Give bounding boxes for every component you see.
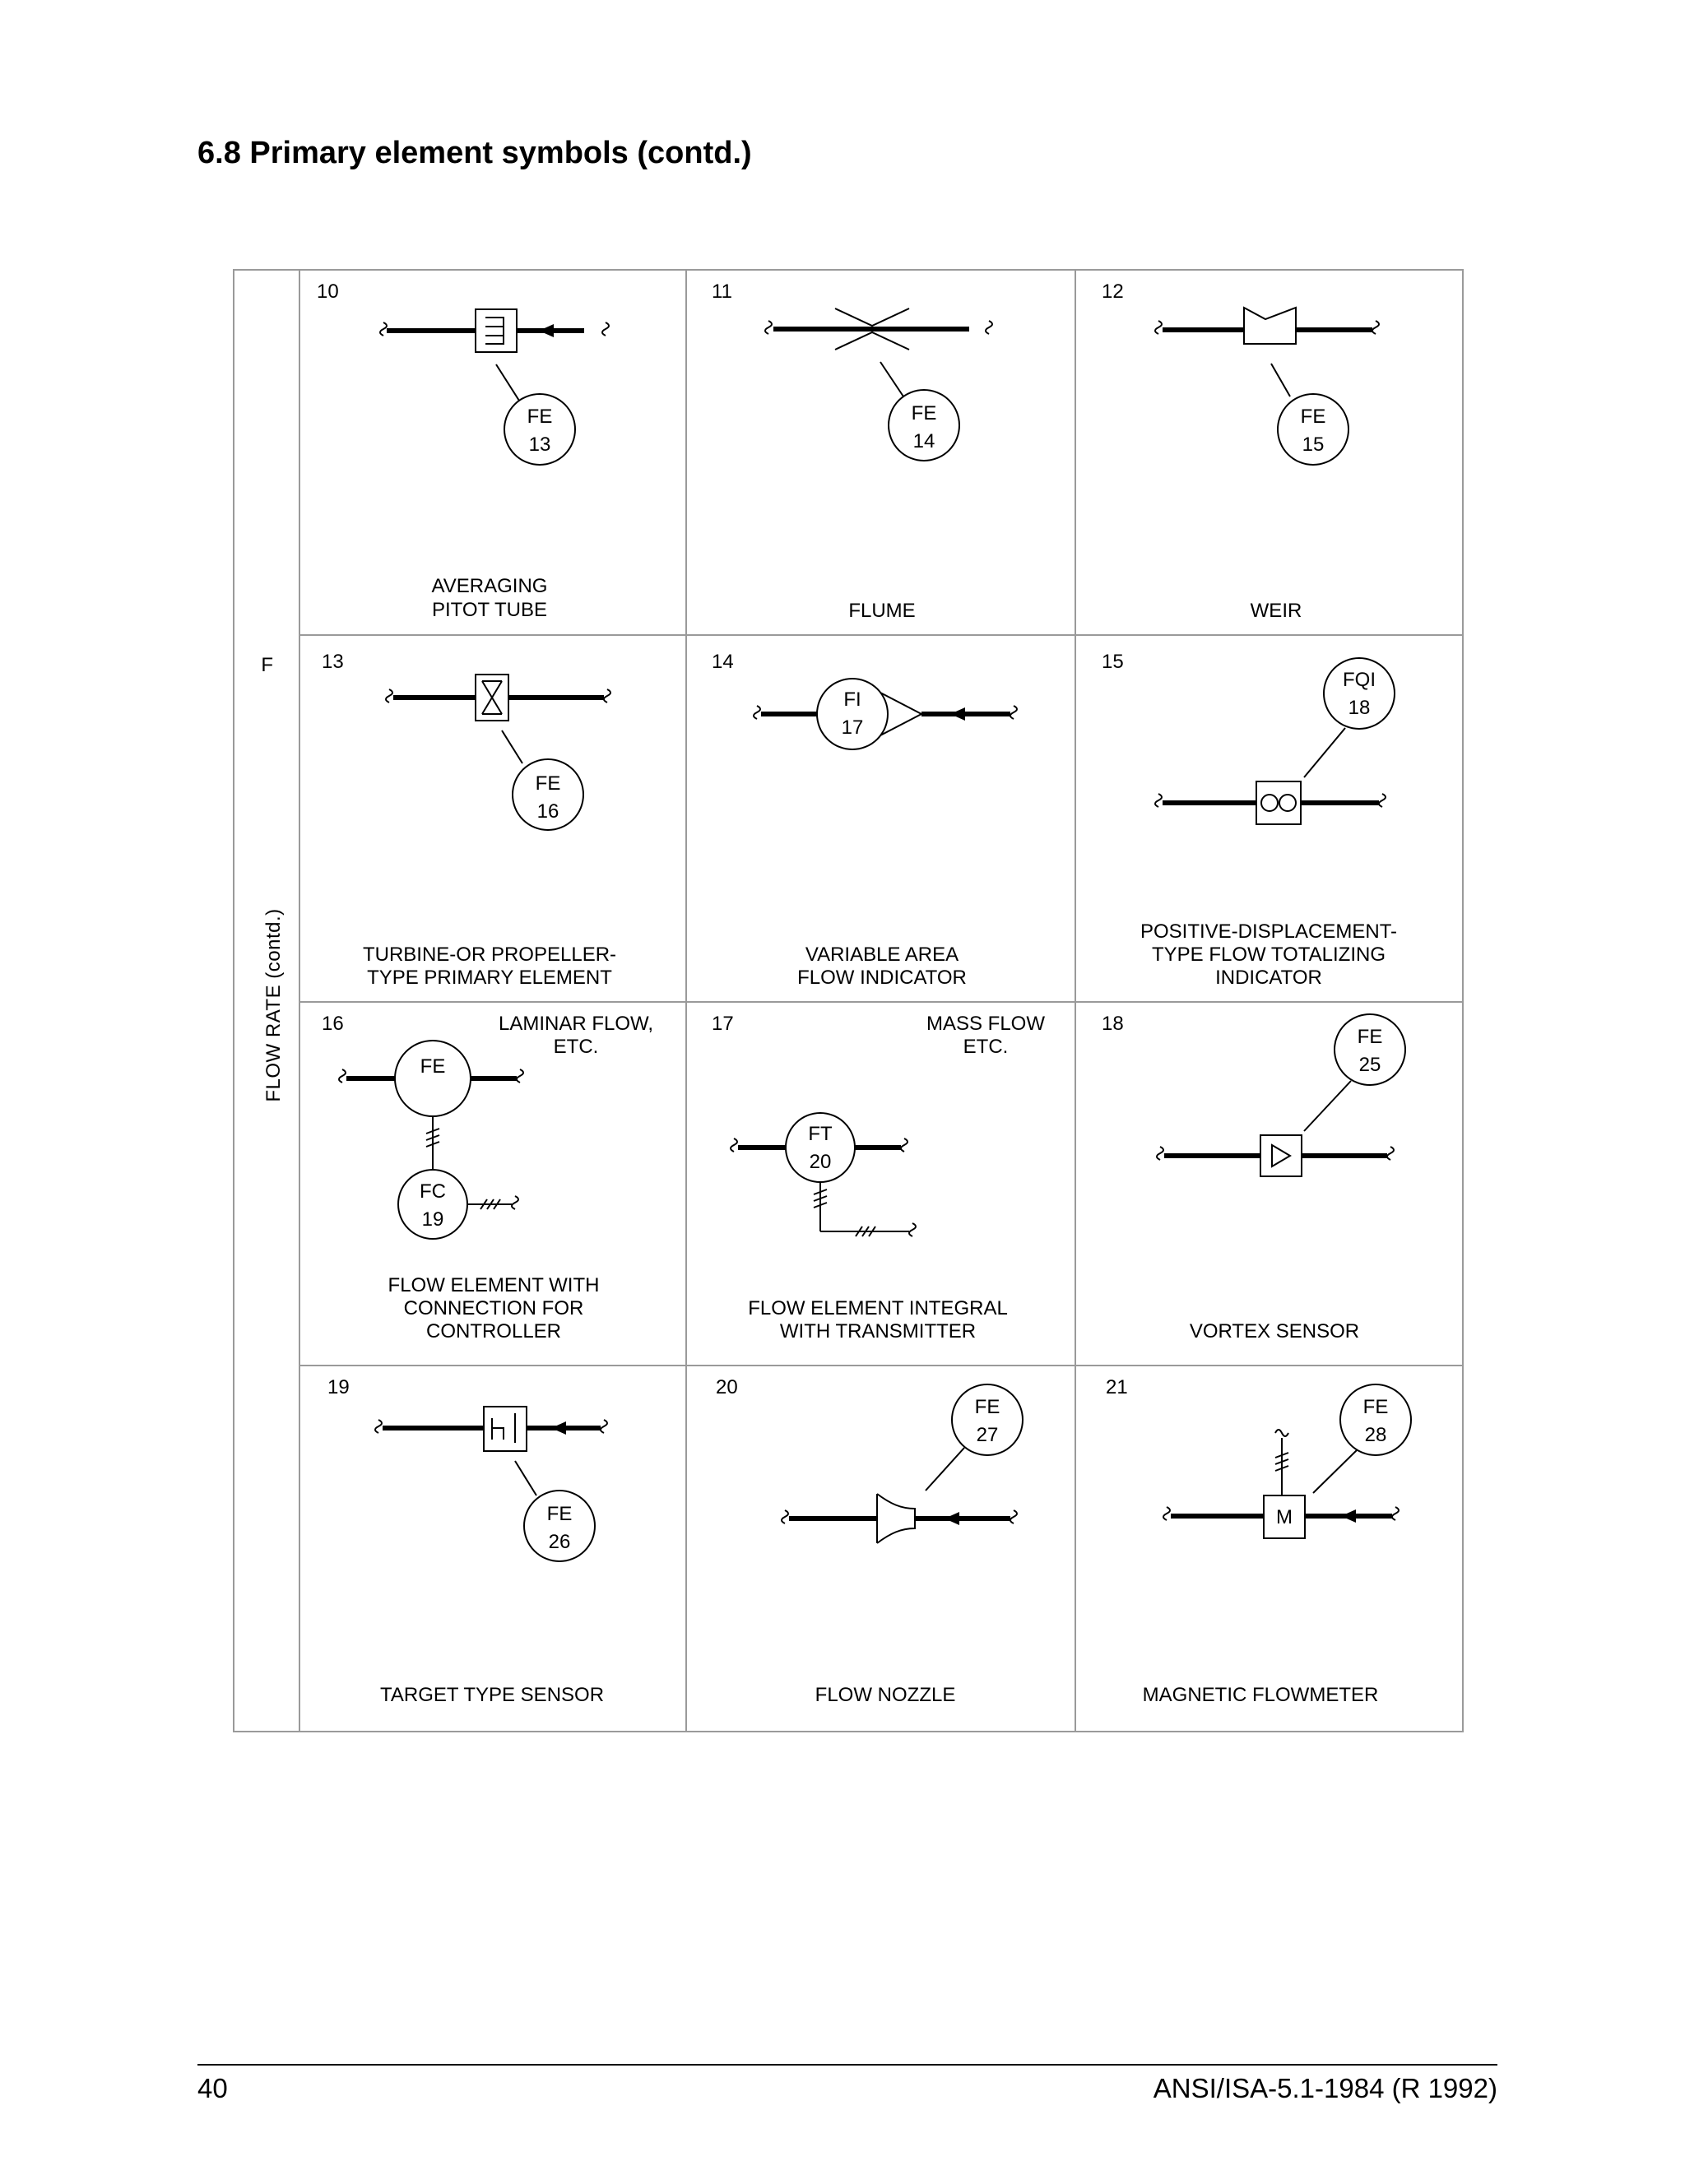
cell-number: 14 (712, 651, 734, 673)
bubble-tag: FE (911, 402, 937, 424)
cell-caption-line: TURBINE-OR PROPELLER- (362, 944, 617, 966)
bubble-tag: FI (843, 689, 861, 711)
bubble-tag: FE (1362, 1396, 1389, 1418)
cell-flume (712, 281, 992, 622)
cell-note-line: ETC. (553, 1036, 599, 1058)
cell-number: 13 (322, 651, 344, 673)
cell-caption-line: AVERAGING (431, 575, 548, 597)
cell-caption-line: FLOW INDICATOR (797, 967, 967, 989)
cell-caption-line: TARGET TYPE SENSOR (379, 1684, 605, 1706)
cell-number: 19 (327, 1376, 350, 1398)
bubble-loop: 26 (548, 1531, 571, 1553)
cell-note-line: LAMINAR FLOW, (498, 1013, 654, 1035)
cell-turbine-element (322, 651, 616, 989)
cell-number: 12 (1102, 281, 1124, 303)
cell-weir (1102, 281, 1379, 622)
cell-caption-line: INDICATOR (1215, 967, 1322, 989)
cell-number: 17 (712, 1013, 734, 1035)
pitot-tube-symbol (380, 309, 609, 465)
bubble-loop: 19 (421, 1208, 444, 1231)
page-number: 40 (197, 2073, 228, 2103)
cell-caption-line: VORTEX SENSOR (1189, 1320, 1360, 1342)
bubble-tag: FE (420, 1055, 446, 1078)
cell-number: 21 (1106, 1376, 1128, 1398)
category-letter: F (261, 654, 274, 676)
cell-caption-line: CONNECTION FOR (403, 1297, 584, 1319)
bubble-loop: 20 (809, 1151, 832, 1173)
cell-positive-displacement (1102, 651, 1397, 989)
weir-symbol (1155, 308, 1379, 465)
cell-flow-element-controller (322, 1013, 653, 1342)
bubble-loop: 13 (528, 434, 551, 456)
variable-area-symbol (754, 679, 1017, 749)
cell-note-line: MASS FLOW (926, 1013, 1046, 1035)
bubble-loop: 15 (1302, 434, 1325, 456)
cell-number: 11 (712, 281, 732, 303)
bubble-tag: FQI (1343, 669, 1376, 691)
turbine-symbol (386, 675, 610, 830)
cell-averaging-pitot-tube (317, 281, 609, 621)
bubble-tag: FE (1357, 1026, 1383, 1048)
cell-caption-line: POSITIVE-DISPLACEMENT- (1140, 920, 1398, 943)
bubble-loop: 27 (976, 1424, 999, 1446)
cell-caption-line: TYPE PRIMARY ELEMENT (367, 967, 612, 989)
bubble-tag: FE (974, 1396, 1000, 1418)
device-label: M (1276, 1506, 1293, 1528)
cell-caption-line: PITOT TUBE (431, 599, 548, 621)
bubble-loop: 28 (1364, 1424, 1387, 1446)
bubble-loop: 18 (1348, 697, 1371, 719)
bubble-loop: 25 (1358, 1054, 1381, 1076)
bubble-tag: FC (420, 1180, 446, 1203)
cell-flow-nozzle (716, 1376, 1023, 1706)
cell-note-line: ETC. (963, 1036, 1009, 1058)
bubble-loop: 17 (841, 716, 864, 739)
cell-target-sensor (327, 1376, 607, 1706)
footer-rule (197, 2064, 1497, 2066)
bubble-tag: FT (808, 1123, 833, 1145)
cell-number: 10 (317, 281, 339, 303)
cell-caption-line: FLOW ELEMENT WITH (388, 1274, 600, 1296)
cell-number: 16 (322, 1013, 344, 1035)
bubble-tag: FE (527, 406, 553, 428)
cell-flow-element-transmitter (712, 1013, 1045, 1342)
bubble-tag: FE (546, 1503, 573, 1525)
bubble-loop: 16 (536, 800, 559, 823)
cell-caption-line: VARIABLE AREA (805, 944, 959, 966)
cell-vortex-sensor (1102, 1013, 1405, 1342)
category-label: FLOW RATE (contd.) (262, 908, 285, 1102)
cell-variable-area-indicator (712, 651, 1017, 989)
cell-magnetic-flowmeter (1106, 1376, 1411, 1706)
bubble-loop: 14 (912, 430, 935, 452)
cell-number: 18 (1102, 1013, 1124, 1035)
bubble-tag: FE (535, 772, 561, 795)
cell-caption-line: TYPE FLOW TOTALIZING (1151, 944, 1386, 966)
cell-caption-line: FLOW NOZZLE (815, 1684, 956, 1706)
cell-caption-line: CONTROLLER (425, 1320, 562, 1342)
cell-caption-line: MAGNETIC FLOWMETER (1142, 1684, 1379, 1706)
bubble-tag: FE (1300, 406, 1326, 428)
standard-reference: ANSI/ISA-5.1-1984 (R 1992) (1153, 2073, 1497, 2103)
cell-caption-line: WEIR (1250, 600, 1302, 622)
cell-number: 20 (716, 1376, 738, 1398)
target-symbol (375, 1407, 607, 1561)
cell-caption-line: FLUME (848, 600, 916, 622)
cell-number: 15 (1102, 651, 1124, 673)
page-title: 6.8 Primary element symbols (contd.) (197, 136, 752, 170)
cell-caption-line: WITH TRANSMITTER (779, 1320, 977, 1342)
flume-symbol (765, 308, 992, 461)
cell-caption-line: FLOW ELEMENT INTEGRAL (748, 1297, 1008, 1319)
